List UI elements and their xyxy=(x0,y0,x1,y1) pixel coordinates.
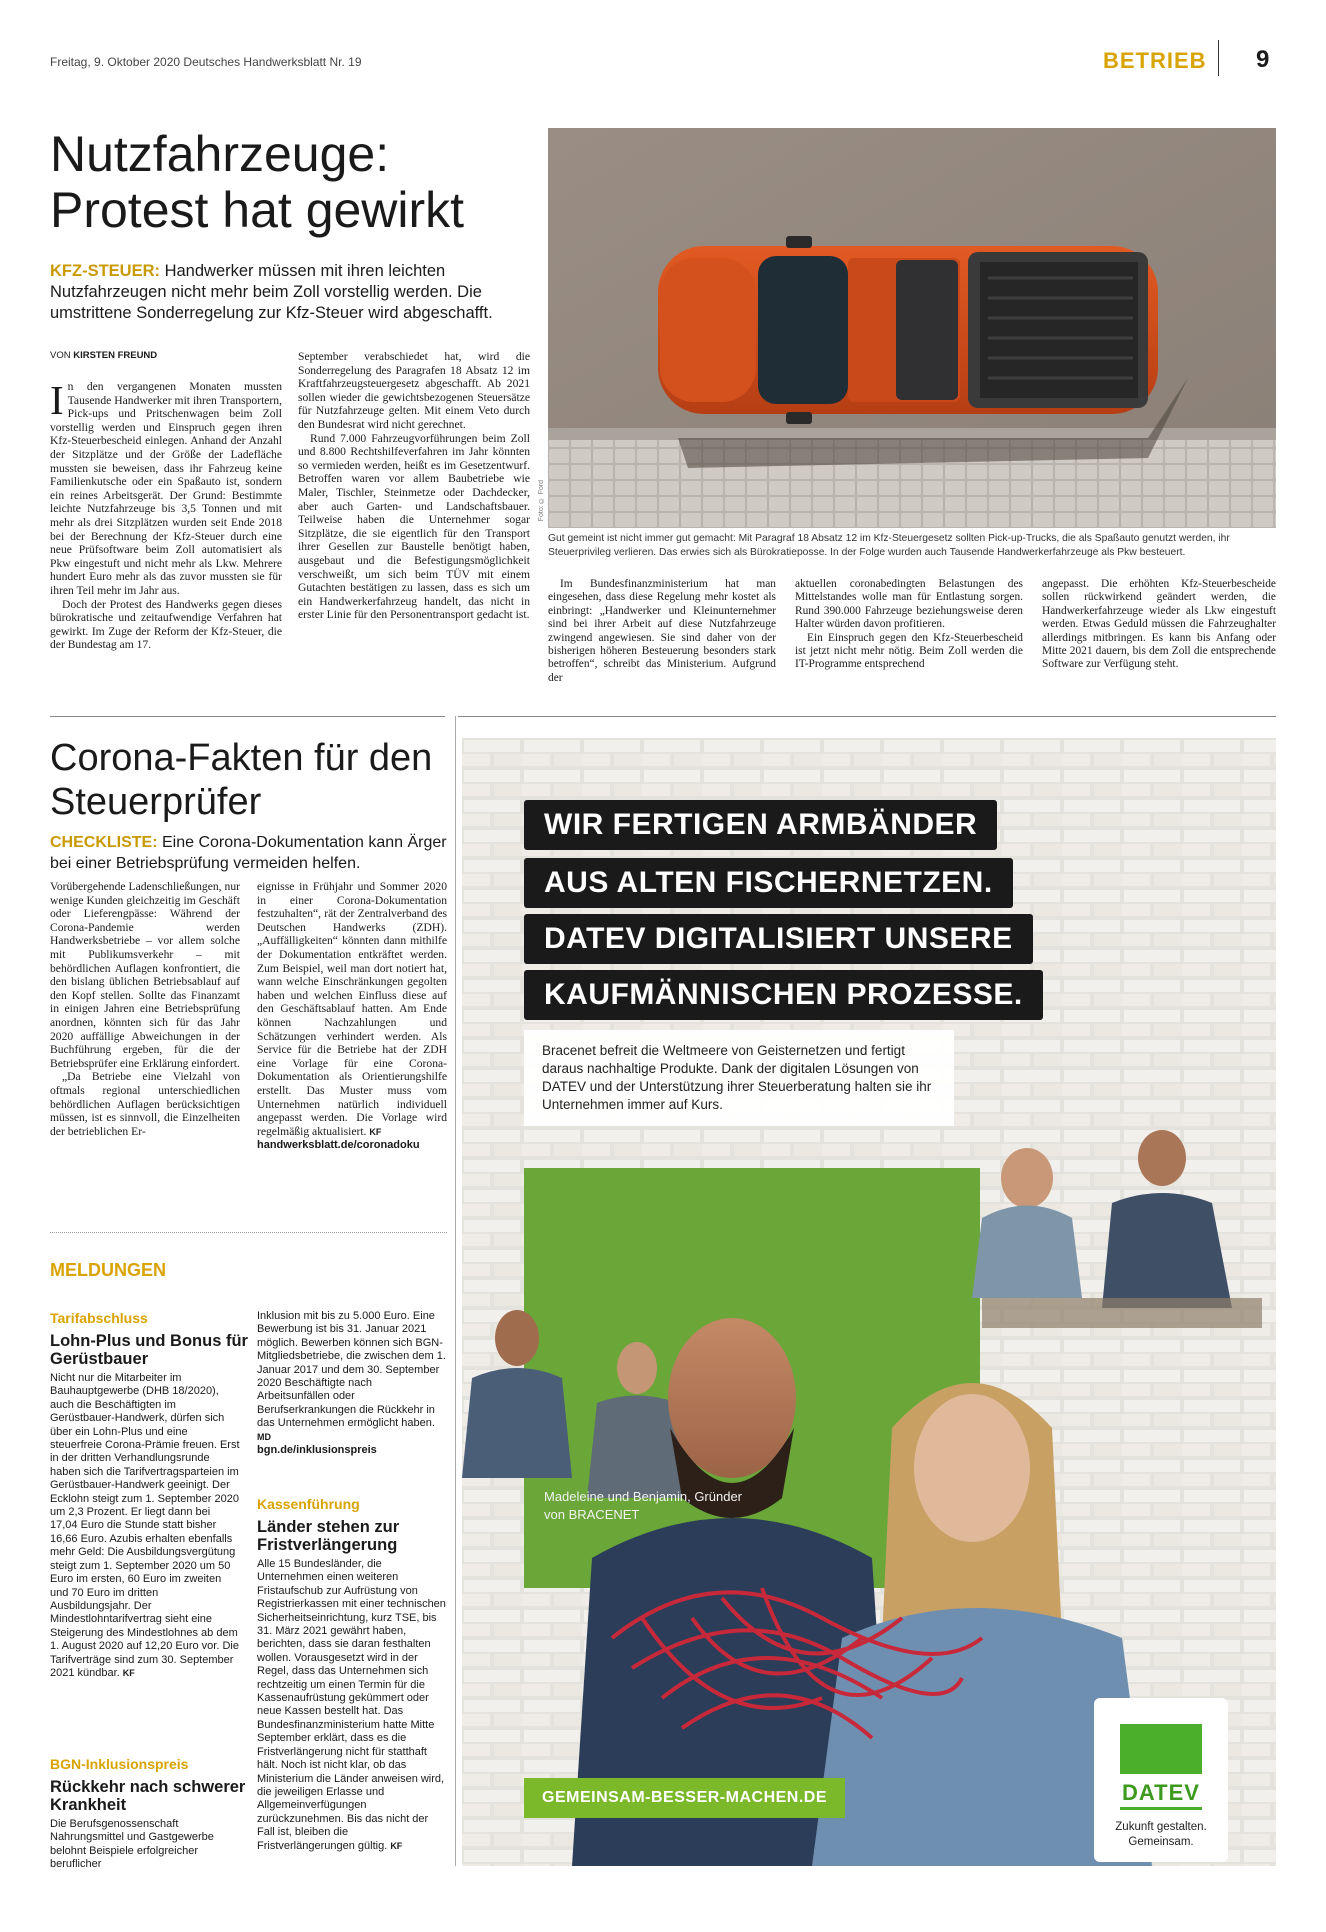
column-divider xyxy=(455,716,456,1866)
paragraph: Rund 7.000 Fahrzeugvorführungen beim Zoll und 8.800 Rechtshilfeverfahren im Jahr könnten so vermieden werden, heißt es im Gesetzentwurf. Betroffen waren vor allem Baubetriebe wie Maler, Tischler, Steinmetze oder Dachdecker, aber auch Garten- und Landschaftsbauer. Teilweise haben die Unternehmer sogar Sitzplätze, die sie eigentlich für den Transport ihrer Gesellen zur Baustelle benötigt haben, ausgebaut und die Befestigungsmöglichkeit verschweißt, um sich beim TÜV mit einem Gutachten bestätigen zu lassen, dass es sich um ein Handwerkerfahrzeug handelt, das nicht in erster Linie für den Personentransport gedacht ist. xyxy=(298,431,530,622)
news-kicker: Kassenführung xyxy=(257,1496,360,1512)
paragraph: Ein Einspruch gegen den Kfz-Steuerbescheid ist jetzt nicht mehr nötig. Beim Zoll werden die IT-Programme entsprechend xyxy=(795,631,1023,671)
datev-logo-card xyxy=(1094,1698,1228,1862)
news-headline: Rückkehr nach schwerer Krankheit xyxy=(50,1778,246,1814)
article-column-3 xyxy=(548,578,776,685)
article-column-5 xyxy=(1042,578,1276,672)
news-body xyxy=(50,1372,240,1680)
issue-info: Freitag, 9. Oktober 2020 Deutsches Handwerksblatt Nr. 19 xyxy=(50,55,362,69)
article-column-2 xyxy=(298,350,530,622)
datev-logo-mark xyxy=(1120,1724,1202,1774)
teaser-kicker: CHECKLISTE: xyxy=(50,834,158,851)
author-signature: MD xyxy=(257,1431,271,1442)
paragraph: Doch der Protest des Handwerks gegen dieses bürokratische und zeitaufwendige Verfahren hat gewirkt. Im Zuge der Reform der Kfz-Steuer, die der Bundestag am 17. xyxy=(50,597,282,652)
divider xyxy=(50,716,445,717)
ad-url-link[interactable]: GEMEINSAM-BESSER-MACHEN.DE xyxy=(524,1778,845,1818)
paragraph: Im Bundesfinanzministerium hat man eingesehen, dass diese Regelung mehr kostet als einbringt: „Handwerker und Kleinunternehmer sind bei ihrer Arbeit auf diese Nutzfahrzeuge zwingend angewiesen. Sie sind daher von der bisherigen höheren Besteuerung besonders stark betroffen“, schreibt das Ministerium. Aufgrund der xyxy=(548,578,776,684)
article-title: Corona-Fakten für den Steuerprüfer xyxy=(50,737,433,823)
pickup-truck-photo xyxy=(548,128,1276,528)
ad-body-text: Bracenet befreit die Weltmeere von Geisternetzen und fertigt daraus nachhaltige Produkte. Dank der digitalen Lösungen von DATEV und der Unterstützung ihrer Steuerberatung halten sie ihr Unternehmen immer auf Kurs. xyxy=(524,1030,954,1126)
news-kicker: BGN-Inklusionspreis xyxy=(50,1756,189,1772)
link[interactable]: handwerksblatt.de/coronadoku xyxy=(257,1139,420,1152)
datev-advertisement xyxy=(462,738,1276,1866)
ad-headline-line: WIR FERTIGEN ARMBÄNDER xyxy=(524,800,997,850)
divider xyxy=(458,716,1276,717)
paragraph: „Da Betriebe eine Vielzahl von oftmals regional unterschiedlichen behördlichen Auflagen berücksichtigen müssen, ist es sinnvoll, die Einzelheiten der betrieblichen Er- xyxy=(50,1070,240,1138)
news-text-continued xyxy=(257,1310,447,1444)
link[interactable]: bgn.de/inklusionspreis xyxy=(257,1444,377,1457)
news-text: Alle 15 Bundesländer, die Unternehmen einen weiteren Fristaufschub zur Aufrüstung von Registrierkassen mit einer technischen Sicherheitseinrichtung, kurz TSE, bis 31. März 2021 gewährt haben, berichten, dass sie daran festhalten wollen. Vorausgesetzt wird in der Regel, dass das Unternehmen sich rechtzeitig um einen Termin für die Kassenaufrüstung gekümmert oder neue Kassen bestellt hat. Das Bundesfinanzministerium hatte Mitte September erklärt, dass es die Fristverlängerung nicht für statthaft hält. Noch ist nicht klar, ob das Ministerium die Länder anweisen wird, die jeweiligen Erlasse und Allgemeinverfügungen zurückzunehmen. Bis das nicht der Fall ist, bleiben die Fristverlängerungen gültig. xyxy=(257,1558,446,1852)
paragraph: n den vergangenen Monaten mussten Tausende Handwerker mit ihren Transportern, Pick-ups und Pritschenwagen beim Zoll vorstellig werden und Einspruch gegen ihren Kfz-Steuerbescheid einlegen. Anhand der Anzahl der Sitzplätze und der Größe der Ladefläche mussten sie beweisen, dass ihr Fahrzeug keine Familienkutsche oder ein Spaßauto ist, sondern ein reines Arbeitsgerät. Der Grund: Bestimmte leichte Nutzfahrzeuge bis 3,5 Tonnen und mit mehr als drei Sitzplätzen wurden seit Ende 2018 bei der Berechnung der Kfz-Steuer durch eine neue Prüfsoftware beim Zoll automatisiert als Pkw eingestuft und nicht mehr als Lkw. Mehrere hundert Euro mehr als das zuvor mussten sie für ihren Teil mehr im Jahr aus. xyxy=(50,380,282,597)
author-signature: KF xyxy=(369,1126,382,1137)
photo-caption: Gut gemeint ist nicht immer gut gemacht: Mit Paragraf 18 Absatz 12 im Kfz-Steuergesetz sollten Pick-up-Trucks, die als Spaßauto genutzt werden, ihr Steuerprivileg verlieren. Das erwies sich als Bürokratieposse. In der Folge wurden auch Tausende Handwerkerfahrzeuge als Pkw besteuert. xyxy=(548,533,1230,558)
datev-logo-underline xyxy=(1120,1807,1202,1810)
article-title: Nutzfahrzeuge: Protest hat gewirkt xyxy=(50,126,465,238)
paragraph: Vorübergehende Ladenschließungen, nur wenige Kunden gleichzeitig im Geschäft oder Lieferengpässe: Während der Corona-Pandemie werden Handwerksbetriebe – vor allem solche mit Publikumsverkehr – mit behördlichen Auflagen konfrontiert, die den bislang üblichen Betriebsablauf auf den Kopf stellen. Sollte das Finanzamt in einigen Jahren eine Betriebsprüfung anordnen, könnten sich für das Jahr 2020 auffällige Abweichungen in der Buchführung ergeben, für die der Betriebsprüfer eine Erklärung einfordert. xyxy=(50,880,240,1070)
news-body xyxy=(257,1310,447,1457)
teaser-text: Handwerker müssen mit ihren leichten Nutzfahrzeugen nicht mehr beim Zoll vorstellig werden. Die umstrittene Sonderregelung zur Kfz-Steuer wird abgeschafft. xyxy=(50,262,493,322)
paragraph: aktuellen coronabedingten Belastungen des Mittelstandes wolle man für Entlastung sorgen. Rund 390.000 Fahrzeuge beziehungsweise deren Halter würden davon profitieren. xyxy=(795,578,1023,631)
divider xyxy=(50,1232,447,1233)
paragraph: September verabschiedet hat, wird die Sonderregelung des Paragrafen 18 Absatz 12 im Kraftfahrzeugsteuergesetz abgeschafft. Ab 2021 sollen wieder die gewichtsbezogenen Steuersätze für Nutzfahrzeuge gelten. Mit einem Veto durch den Bundesrat wird nicht gerechnet. xyxy=(298,350,530,431)
article-teaser xyxy=(50,832,450,874)
news-headline: Länder stehen zur Fristverlängerung xyxy=(257,1518,400,1554)
news-body: Die Berufsgenossenschaft Nahrungsmittel und Gastgewerbe belohnt Beispiele erfolgreicher beruflicher xyxy=(50,1818,214,1871)
news-body xyxy=(257,1558,447,1853)
article-column-1 xyxy=(50,880,240,1138)
author-signature: KF xyxy=(122,1667,135,1678)
news-kicker: Tarifabschluss xyxy=(50,1310,148,1326)
article-column-2 xyxy=(257,880,447,1153)
author-signature: KF xyxy=(390,1840,403,1851)
ad-headline-line: DATEV DIGITALISIERT UNSERE xyxy=(524,914,1033,964)
byline-prefix: VON xyxy=(50,350,74,361)
news-text: Nicht nur die Mitarbeiter im Bauhauptgewerbe (DHB 18/2020), auch die Beschäftigten im Gerüstbauer-Handwerk, dürfen sich über ein Lohn-Plus und eine steuerfreie Corona-Prämie freuen. Erst in der dritten Verhandlungsrunde haben sich die Tarifvertragsparteien im Gerüstbauer-Handwerk geeinigt. Der Ecklohn steigt zum 1. September 2020 um 2,3 Prozent. Er liegt dann bei 17,04 Euro die Stunde statt bisher 16,66 Euro. Azubis erhalten ebenfalls mehr Geld: Die Ausbildungsvergütung steigt zum 1. September 2020 um 50 Euro im ersten, 60 Euro im zweiten und 70 Euro im dritten Ausbildungsjahr. Der Mindestlohntarifvertrag sieht eine Steigerung des Mindestlohnes ab dem 1. August 2020 auf 12,20 Euro vor. Die Tarifverträge sind zum 30. September 2021 kündbar. xyxy=(50,1372,240,1679)
article-teaser xyxy=(50,261,510,324)
ad-photo-caption: Madeleine und Benjamin, Gründer von BRACENET xyxy=(544,1489,743,1522)
byline-author: KIRSTEN FREUND xyxy=(73,350,158,361)
section-heading: MELDUNGEN xyxy=(50,1260,166,1280)
byline xyxy=(50,350,157,361)
news-headline: Lohn-Plus und Bonus für Gerüstbauer xyxy=(50,1332,248,1368)
datev-slogan: Zukunft gestalten. Gemeinsam. xyxy=(1115,1821,1207,1848)
teaser-kicker: KFZ-STEUER: xyxy=(50,262,160,280)
article-column-1 xyxy=(50,377,282,652)
page-number: 9 xyxy=(1256,46,1270,73)
paragraph: angepasst. Die erhöhten Kfz-Steuerbescheide sollen rückwirkend geändert werden, die Handwerkerfahrzeuge wieder als Lkw eingestuft werden. Etwas Geduld müssen die Fahrzeughalter allerdings mitbringen. Es kann bis Anfang oder Mitte 2021 dauern, bis dem Zoll die entsprechende Software zur Verfügung steht. xyxy=(1042,578,1276,671)
header-divider xyxy=(1218,40,1219,76)
teaser-text: Eine Corona-Dokumentation kann Ärger bei einer Betriebsprüfung vermeiden helfen. xyxy=(50,834,447,872)
paragraph xyxy=(257,880,447,1139)
news-text: Inklusion mit bis zu 5.000 Euro. Eine Bewerbung ist bis 31. Januar 2021 möglich. Bewerben können sich BGN-Mitgliedsbetriebe, die zwischen dem 1. Januar 2017 und dem 30. September 2020 Beschäftigte nach Arbeitsunfällen oder Berufserkrankungen die Rückkehr in das Unternehmen ermöglicht haben. xyxy=(257,1310,446,1430)
drop-cap: I xyxy=(50,377,64,423)
ad-headline-line: AUS ALTEN FISCHERNETZEN. xyxy=(524,858,1013,908)
article-column-4 xyxy=(795,578,1023,672)
datev-logo-wordmark: DATEV xyxy=(1122,1780,1200,1805)
photo-credit: Foto: © Ford xyxy=(538,480,545,522)
paragraph-text: eignisse in Frühjahr und Sommer 2020 in einer Corona-Dokumentation festzuhalten“, rät der Zentralverband des Deutschen Handwerks (ZDH). „Auffälligkeiten“ könnten dann mithilfe der Dokumentation entkräftet werden. Zum Beispiel, weil man dort notiert hat, wann welche Einschränkungen gegolten haben und welchen Einfluss diese auf den Geschäftsablauf hatten. Am Ende können Nachzahlungen und Schätzungen verhindert werden. Als Service für die Betriebe hat der ZDH eine Vorlage für eine Corona-Dokumentation als Orientierungshilfe erstellt. Das Muster muss vom Unternehmen natürlich individuell angepasst werden. Die Vorlage wird regelmäßig aktualisiert. xyxy=(257,880,447,1138)
truck-shape xyxy=(658,236,1158,424)
ad-headline-line: KAUFMÄNNISCHEN PROZESSE. xyxy=(524,970,1043,1020)
section-name: BETRIEB xyxy=(1103,48,1207,73)
